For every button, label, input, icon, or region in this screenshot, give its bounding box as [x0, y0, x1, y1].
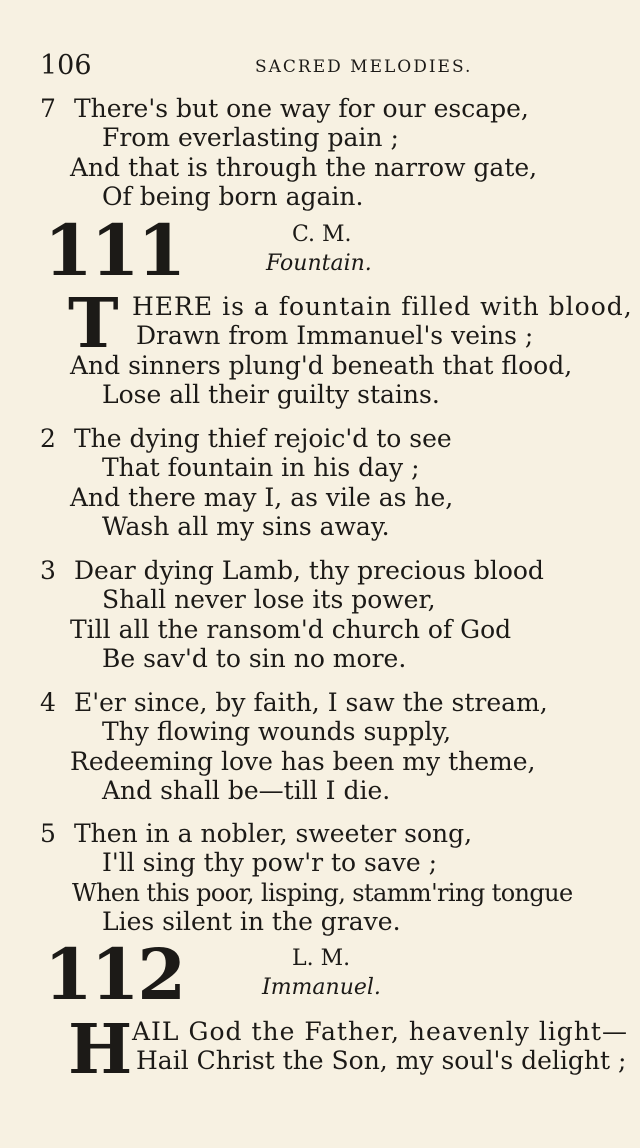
verse-line: And sinners plung'd beneath that flood,: [70, 351, 573, 380]
verse-line: AIL God the Father, heavenly light—: [132, 1017, 628, 1046]
verse-line: E'er since, by faith, I saw the stream,: [74, 688, 548, 717]
hymn-tune: Immanuel.: [262, 975, 381, 1000]
drop-cap: H: [68, 1010, 133, 1090]
verse-line: When this poor, lisping, stamm'ring tongue: [72, 879, 573, 907]
verse-line: Redeeming love has been my theme,: [70, 747, 536, 776]
verse-line: Wash all my sins away.: [102, 512, 390, 541]
hymn-meter: L. M.: [292, 946, 351, 971]
verse-line: The dying thief rejoic'd to see: [74, 424, 452, 453]
verse-line: And there may I, as vile as he,: [70, 483, 454, 512]
verse-line: Thy flowing wounds supply,: [102, 717, 452, 746]
page-number: 106: [40, 50, 92, 81]
hymn-number: 111: [44, 209, 185, 292]
stanza-number: 4: [40, 688, 56, 717]
verse-line: Lose all their guilty stains.: [102, 380, 440, 409]
verse-line: Dear dying Lamb, thy precious blood: [74, 556, 544, 585]
stanza-number: 2: [40, 424, 56, 453]
hymn-meter: C. M.: [292, 222, 352, 247]
verse-line: Be sav'd to sin no more.: [102, 644, 407, 673]
verse-line: There's but one way for our escape,: [74, 94, 529, 123]
hymn-number: 112: [44, 933, 185, 1016]
verse-line: I'll sing thy pow'r to save ;: [102, 848, 438, 877]
hymn-tune: Fountain.: [266, 251, 372, 276]
verse-line: Shall never lose its power,: [102, 585, 436, 614]
verse-line: And that is through the narrow gate,: [70, 153, 538, 182]
stanza-number: 3: [40, 556, 56, 585]
stanza-number: 5: [40, 819, 56, 848]
stanza-number: 7: [40, 94, 56, 123]
verse-line: Till all the ransom'd church of God: [70, 615, 512, 644]
running-title: SACRED MELODIES.: [255, 57, 473, 77]
verse-line: Drawn from Immanuel's veins ;: [136, 321, 534, 350]
verse-line: Hail Christ the Son, my soul's delight ;: [136, 1046, 627, 1075]
verse-line: From everlasting pain ;: [102, 123, 399, 152]
drop-cap: T: [68, 284, 119, 364]
verse-line: Then in a nobler, sweeter song,: [74, 819, 473, 848]
verse-line: That fountain in his day ;: [102, 453, 420, 482]
verse-line: Lies silent in the grave.: [102, 907, 401, 936]
verse-line: Of being born again.: [102, 182, 364, 211]
page-header: [40, 50, 630, 84]
verse-line: HERE is a fountain filled with blood,: [132, 292, 633, 321]
verse-line: And shall be—till I die.: [102, 776, 391, 805]
